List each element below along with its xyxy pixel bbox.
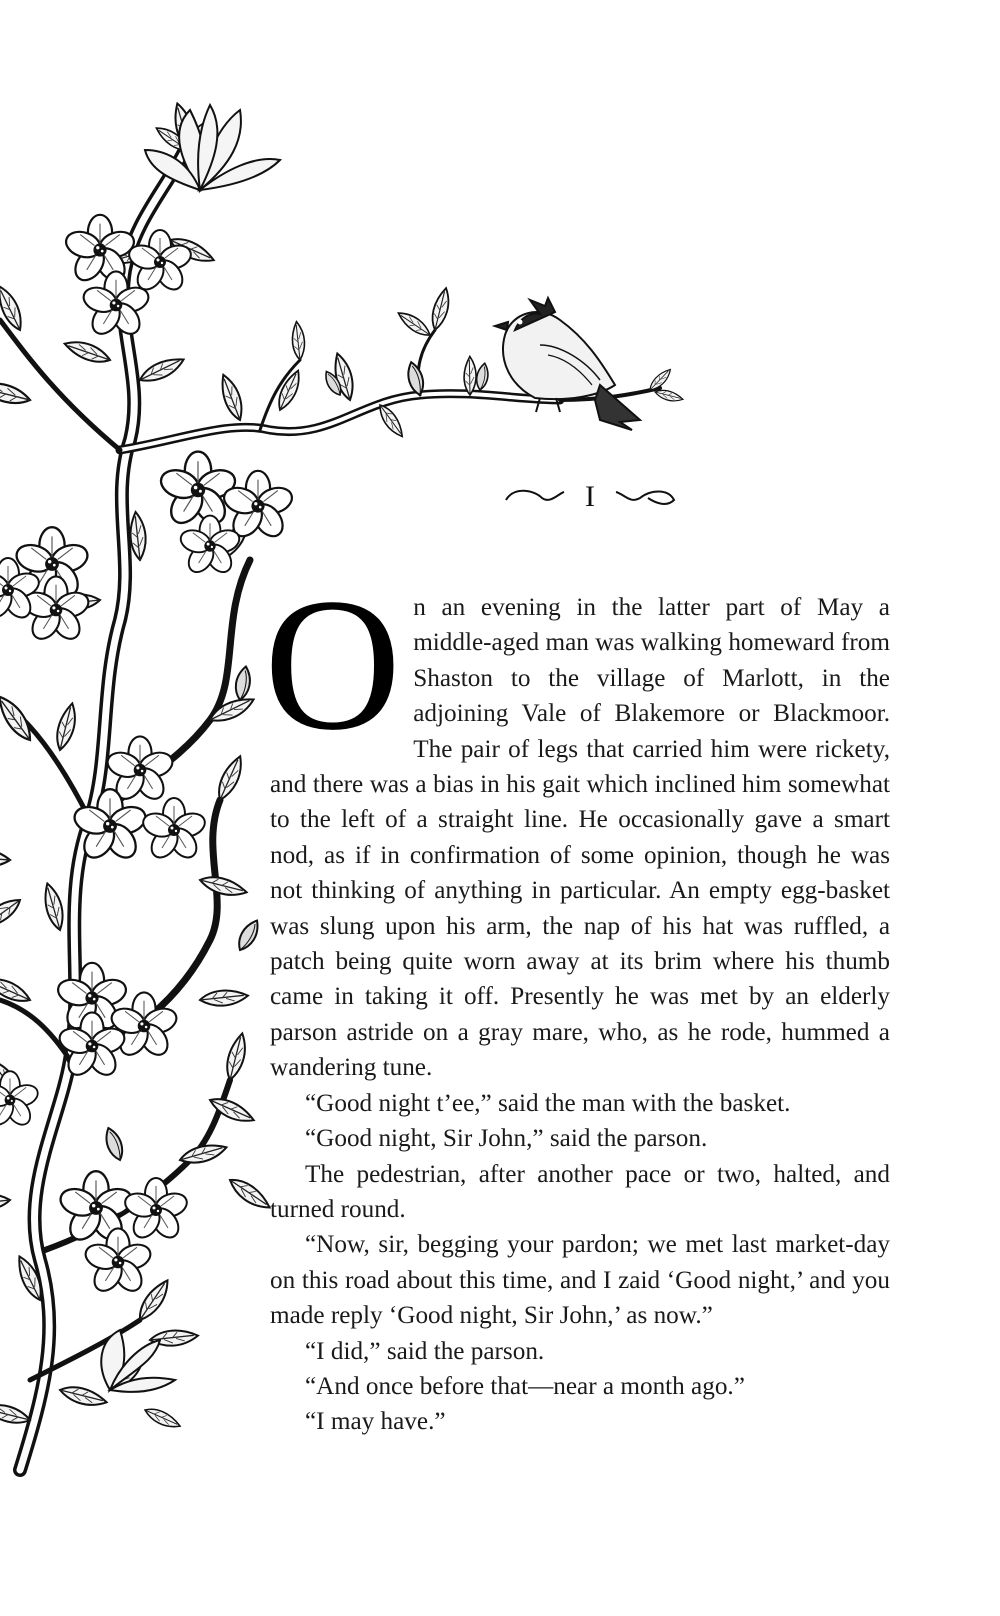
chapter-text	[264, 560, 890, 1440]
dialogue-paragraph: “I may have.”	[305, 1408, 446, 1436]
dialogue-paragraph: “Now, sir, begging your pardon; we met last market-day on this road about this time, and I zaid ‘Good night,’ and you made reply ‘Good night, Sir John,’ as now.”	[270, 1231, 890, 1330]
dialogue-paragraph: “Good night, Sir John,” said the parson.	[305, 1125, 708, 1153]
chapter-heading	[500, 472, 680, 532]
dialogue-paragraph: “Good night t’ee,” said the man with the basket.	[305, 1089, 791, 1117]
narrative-paragraph: The pedestrian, after another pace or two, halted, and turned round.	[270, 1160, 890, 1223]
dialogue-paragraph: “And once before that—near a month ago.”	[305, 1372, 745, 1400]
paragraph-text: n an evening in the latter part of May a middle-aged man was walking homeward from Shaston to the village of Marlott, in the adjoining Vale of Blakemore or Blackmoor. The pair of legs that carried him were rickety, and there was a bias in his gait which inclined him somewhat to the left of a straight line. He occasionally gave a smart nod, as if in confirmation of some opinion, though he was not thinking of anything in particular. An empty egg-basket was slung upon his arm, the nap of his hat was ruffled, a patch being quite worn away at its brim where his thumb came in taking it off. Presently he was met by an elderly parson astride on a gray mare, who, as he rode, hummed a wandering tune.	[270, 594, 890, 1082]
bird-icon	[495, 298, 640, 430]
dialogue-paragraph: “I did,” said the parson.	[305, 1337, 545, 1365]
chapter-number: I	[585, 480, 595, 513]
opening-paragraph	[264, 560, 890, 1086]
drop-cap: O	[264, 560, 402, 770]
